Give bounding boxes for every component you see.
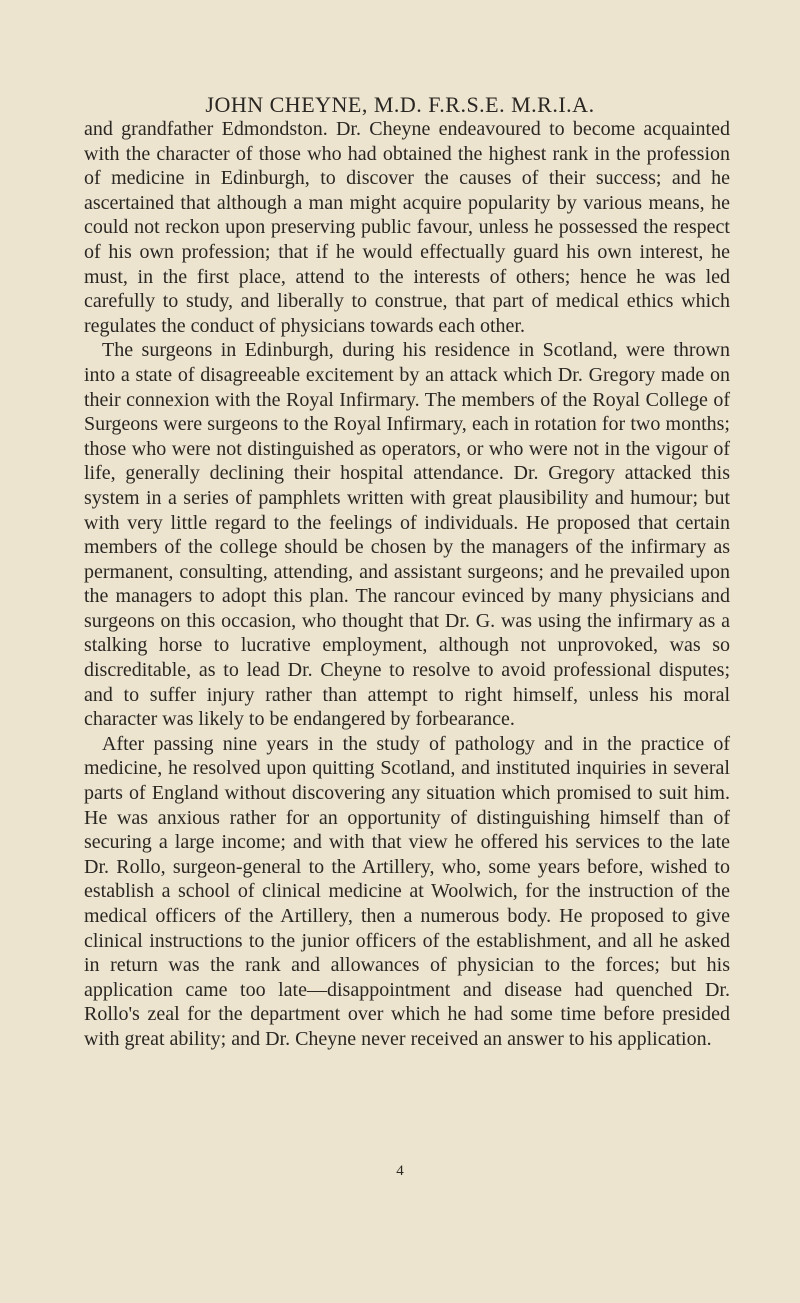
paragraph: and grandfather Edmondston. Dr. Cheyne endeavoured to become acquainted with the character of those who had obtained the highest rank in the profession of medicine in Edinburgh, to discover the causes of their success; and he ascertained that although a man might acquire popularity by various means, he could not reckon upon preserving public favour, unless he possessed the respect of his own profession; that if he would effectually guard his own interest, he must, in the first place, attend to the interests of others; hence he was led carefully to study, and liberally to construe, that part of medical ethics which regulates the conduct of physicians towards each other. (84, 118, 730, 337)
paragraph: The surgeons in Edinburgh, during his residence in Scotland, were thrown into a state of disagreeable excitement by an attack which Dr. Gregory made on their connexion with the Royal Infirmary. The members of the Royal College of Surgeons were surgeons to the Royal Infirmary, each in rotation for two months; those who were not distinguished as operators, or who were not in the vigour of life, generally declining their hospital attendance. Dr. Gregory attacked this system in a series of pamphlets written with great plausibility and humour; but with very little regard to the feelings of individuals. He proposed that certain members of the college should be chosen by the managers of the infirmary as permanent, consulting, attending, and assistant surgeons; and he prevailed upon the managers to adopt this plan. The rancour evinced by many physicians and surgeons on this occasion, who thought that Dr. G. was using the infirmary as a stalking horse to lucrative employment, although not unprovoked, was so discreditable, as to lead Dr. Cheyne to resolve to avoid professional disputes; and to suffer injury rather than attempt to right himself, unless his moral character was likely to be endangered by forbearance. (84, 339, 730, 731)
page-number: 4 (396, 1163, 404, 1179)
body-text (84, 117, 730, 1052)
paragraph: After passing nine years in the study of pathology and in the practice of medicine, he resolved upon quitting Scotland, and instituted inquiries in several parts of England without discovering any situation which promised to suit him. He was anxious rather for an opportunity of distinguishing himself than of securing a large income; and with that view he offered his services to the late Dr. Rollo, surgeon-general to the Artillery, who, some years before, wished to establish a school of clinical medicine at Woolwich, for the instruction of the medical officers of the Artillery, then a numerous body. He proposed to give clinical instructions to the junior officers of the establishment, and all he asked in return was the rank and allowances of physician to the forces; but his application came too late—disappointment and disease had quenched Dr. Rollo's zeal for the department over which he had some time before presided with great ability; and Dr. Cheyne never received an answer to his application. (84, 732, 730, 1050)
running-head: JOHN CHEYNE, M.D. F.R.S.E. M.R.I.A. (205, 92, 595, 117)
